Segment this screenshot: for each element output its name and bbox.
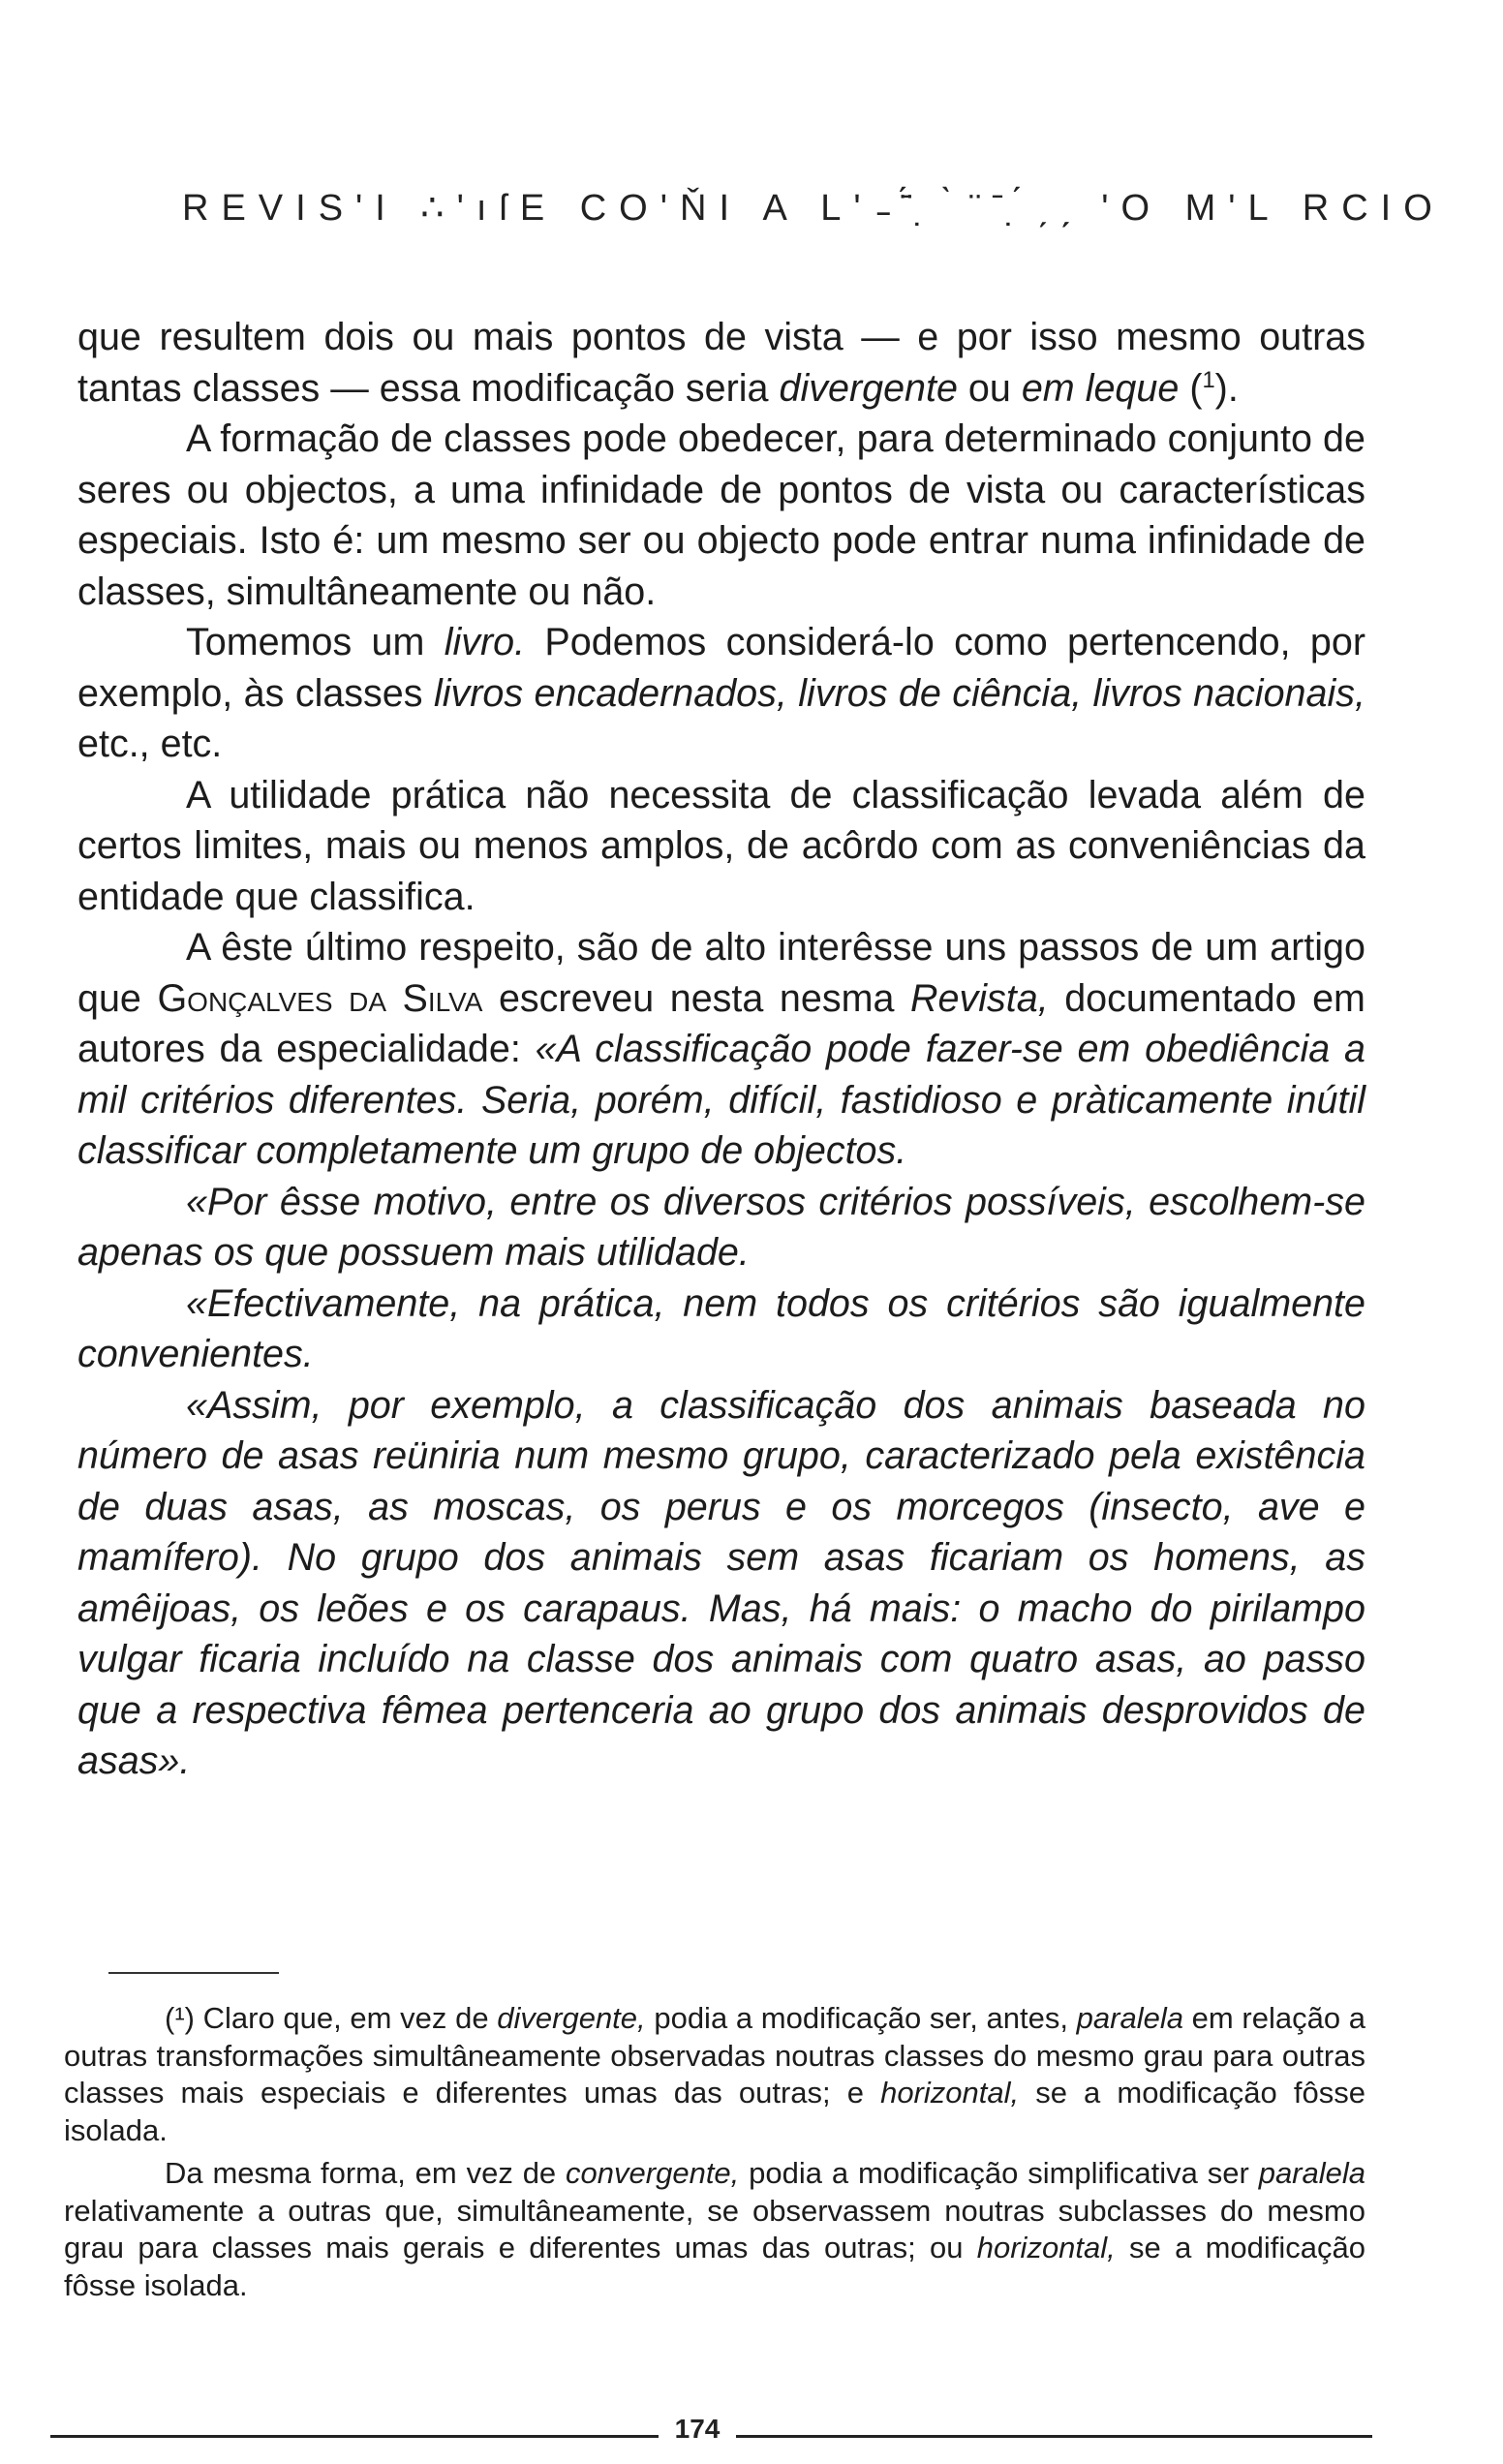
italic-term: divergente, xyxy=(497,2001,646,2035)
italic-term: convergente, xyxy=(566,2156,740,2190)
footnote-divider xyxy=(108,1972,279,1974)
paragraph-5 xyxy=(77,922,1365,1177)
italic-term: horizontal, xyxy=(976,2231,1116,2264)
text-run: documentado em autores da especialidade: xyxy=(77,976,1365,1070)
text-run: ). xyxy=(1214,366,1239,410)
italic-term: livro. xyxy=(444,621,526,663)
paragraph-2: A formação de classes pode obedecer, para determinado conjunto de seres ou objectos, a uma infinidade de pontos de vista ou características especiais. Isto é: um mesmo ser ou objecto pode entrar numa infinidade de classes, simultâneamente ou não. xyxy=(77,417,1365,613)
text-run: se a modificação fôsse isolada. xyxy=(64,2076,1365,2147)
quotation: «A classificação pode fazer-se em obediência a mil critérios diferentes. Seria, porém, difícil, fastidioso e pràticamente inútil classificar completamente um grupo de objectos. xyxy=(77,1028,1365,1172)
italic-term: paralela xyxy=(1258,2156,1366,2190)
paragraph-1 xyxy=(77,312,1365,414)
italic-term: Revista, xyxy=(909,976,1049,1020)
quotation: «Efectivamente, na prática, nem todos os critérios são igualmente convenientes. xyxy=(77,1281,1365,1375)
text-run: Tomemos um xyxy=(186,621,445,663)
footnote-1 xyxy=(64,2000,1365,2149)
text-run: se a modificação fôsse isolada. xyxy=(64,2231,1365,2302)
text-run: Claro que, em vez de xyxy=(194,2001,498,2035)
paragraph-4: A utilidade prática não necessita de classificação levada além de certos limites, mais ou menos amplos, de acôrdo com as conveniências da entidade que classifica. xyxy=(77,773,1365,918)
footnote-reference: 1 xyxy=(1202,367,1215,393)
page-number: 174 xyxy=(659,2414,736,2445)
footnote-marker: (¹) xyxy=(165,2001,195,2035)
author-name: Gonçalves da Silva xyxy=(157,976,483,1020)
quotation: «Assim, por exemplo, a classificação dos animais baseada no número de asas reüniria num mesmo grupo, caracterizado pela existência de duas asas, as moscas, os perus e os morcegos (insecto, ave e mamífero). No grupo dos animais sem asas ficariam os homens, as amêijoas, os leões e os carapaus. Mas, há mais: o macho do pirilampo vulgar ficaria incluído na classe dos animais com quatro asas, ao passo que a respectiva fêmea pertenceria ao grupo dos animais desprovidos de asas». xyxy=(77,1383,1365,1782)
quotation: «Por êsse motivo, entre os diversos critérios possíveis, escolhem-se apenas os que possuem mais utilidade. xyxy=(77,1180,1365,1274)
paragraph-6 xyxy=(77,1177,1365,1278)
italic-term: divergente xyxy=(779,366,958,410)
paragraph-7 xyxy=(77,1278,1365,1380)
text-run: Da mesma forma, em vez de xyxy=(165,2156,567,2190)
text-run: relativamente a outras que, simultâneamente, se observassem noutras subclasses do mesmo grau para classes mais gerais e diferentes umas das outras; ou xyxy=(64,2193,1365,2264)
text-run: A êste último respeito, são de alto interêsse uns passos de um artigo que xyxy=(77,926,1365,1020)
text-run: em relação a outras transformações simultâneamente observadas noutras classes do mesmo grau para outras classes mais especiais e diferentes umas das outras; e xyxy=(64,2001,1365,2110)
text-run: ou xyxy=(957,366,1022,410)
footnote-1-continued xyxy=(64,2155,1365,2304)
text-run: etc., etc. xyxy=(77,723,223,765)
text-run: ( xyxy=(1179,366,1203,410)
running-header: REVIS'I ∴'ıſE CO'ŇI A L' ̵ ̈́̄ ̣ ̀ ̈ ̄ ̣́ ̗ ̗̗ 'O M'L RCIO xyxy=(182,188,1445,229)
footnotes xyxy=(64,2000,1365,2310)
italic-term: paralela xyxy=(1076,2001,1183,2035)
text-run: podia a modificação ser, antes, xyxy=(645,2001,1077,2035)
text-run: que resultem dois ou mais pontos de vista — e por isso mesmo outras tantas classes — essa modificação seria xyxy=(77,316,1365,410)
text-run: Podemos considerá-lo como pertencendo, por exemplo, às classes xyxy=(77,621,1365,715)
text-run: escreveu nesta nesma xyxy=(482,976,910,1020)
italic-term: horizontal, xyxy=(880,2076,1020,2110)
text-run: podia a modificação simplificativa ser xyxy=(739,2156,1259,2190)
body-text xyxy=(77,312,1365,1787)
italic-term: livros encadernados, livros de ciência, livros nacionais, xyxy=(433,671,1365,715)
paragraph-8 xyxy=(77,1380,1365,1787)
paragraph-3 xyxy=(77,617,1365,770)
italic-term: em leque xyxy=(1021,366,1180,410)
